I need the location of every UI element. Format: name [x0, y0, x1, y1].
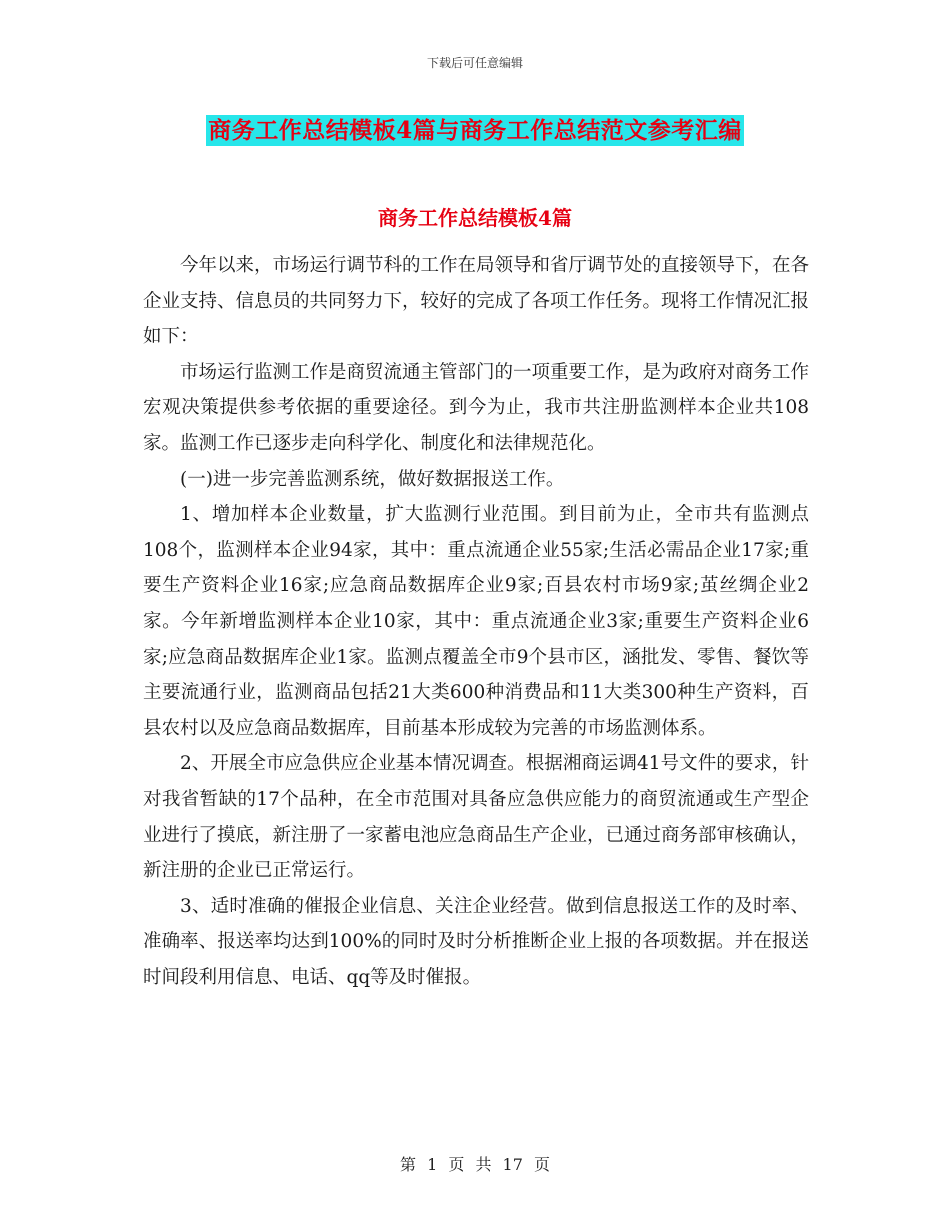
document-main-title [0, 112, 950, 145]
page-footer: 第 1 页 共 17 页 [400, 1155, 550, 1174]
document-sub-title: 商务工作总结模板4篇 [378, 206, 572, 230]
paragraph-intro: 今年以来，市场运行调节科的工作在局领导和省厅调节处的直接领导下，在各企业支持、信息员的共同努力下，较好的完成了各项工作任务。现将工作情况汇报如下： [143, 255, 810, 348]
header-note: 下载后可任意编辑 [426, 56, 523, 70]
main-title-highlight: 商务工作总结模板4篇与商务工作总结范文参考汇编 [208, 117, 742, 144]
document-body [143, 248, 809, 995]
paragraph-section-heading: (一)进一步完善监测系统，做好数据报送工作。 [180, 468, 565, 490]
paragraph-item-3: 3、适时准确的催报企业信息、关注企业经营。做到信息报送工作的及时率、准确率、报送率均达到100%的同时及时分析推断企业上报的各项数据。并在报送时间段利用信息、电话、qq等及时催报。 [143, 895, 809, 988]
paragraph-monitoring-overview: 市场运行监测工作是商贸流通主管部门的一项重要工作，是为政府对商务工作宏观决策提供参考依据的重要途径。到今为止，我市共注册监测样本企业共108家。监测工作已逐步走向科学化、制度化和法律规范化。 [143, 361, 810, 454]
paragraph-item-1: 1、增加样本企业数量，扩大监测行业范围。到目前为止，全市共有监测点108个，监测样本企业94家，其中：重点流通企业55家;生活必需品企业17家;重要生产资料企业16家;应急商品数据库企业9家;百县农村市场9家;茧丝绸企业2家。今年新增监测样本企业10家，其中：重点流通企业3家;重要生产资料企业6家;应急商品数据库企业1家。监测点覆盖全市9个县市区，涵批发、零售、餐饮等主要流通行业，监测商品包括21大类600种消费品和11大类300种生产资料，百县农村以及应急商品数据库，目前基本形成较为完善的市场监测体系。 [143, 504, 809, 739]
paragraph-item-2: 2、开展全市应急供应企业基本情况调查。根据湘商运调41号文件的要求，针对我省暂缺的17个品种，在全市范围对具备应急供应能力的商贸流通或生产型企业进行了摸底，新注册了一家蓄电池应急商品生产企业，已通过商务部审核确认，新注册的企业已正常运行。 [143, 753, 810, 882]
